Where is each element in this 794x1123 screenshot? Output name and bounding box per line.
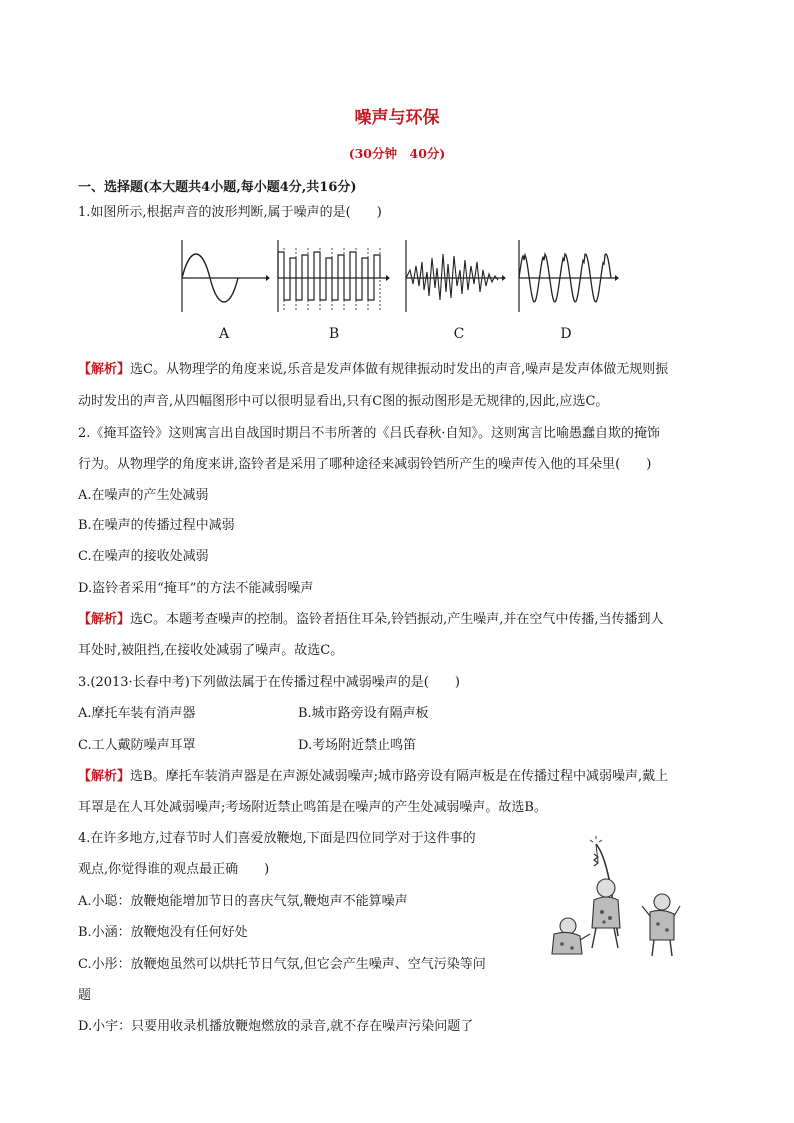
- waveform-a-figure: [178, 240, 270, 314]
- q1-analysis-line-2: 动时发出的声音,从四幅图形中可以很明显看出,只有C图的振动图形是无规律的,因此,应选C。: [78, 394, 609, 409]
- q1-stem: 1.如图所示,根据声音的波形判断,属于噪声的是( ): [78, 205, 382, 220]
- figure-label-c: C: [453, 326, 465, 342]
- q3-option-d: D.考场附近禁止鸣笛: [298, 738, 417, 753]
- q3-option-c: C.工人戴防噪声耳罩: [78, 738, 196, 753]
- q4-option-d: D.小宇：只要用收录机播放鞭炮燃放的录音,就不存在噪声污染问题了: [78, 1019, 474, 1034]
- q3-option-a: A.摩托车装有消声器: [78, 706, 196, 721]
- q4-stem-line-1: 4.在许多地方,过春节时人们喜爱放鞭炮,下面是四位同学对于这件事的: [78, 831, 476, 846]
- firecracker-children-illustration: [546, 836, 686, 966]
- q2-analysis-line-2: 耳处时,被阻挡,在接收处减弱了噪声。故选C。: [78, 643, 344, 658]
- waveform-c-figure: [402, 240, 506, 314]
- waveform-d-figure: [515, 240, 619, 314]
- q2-stem-line-1: 2.《掩耳盗铃》这则寓言出自战国时期吕不韦所著的《吕氏春秋·自知》。这则寓言比喻愚蠢自欺的掩饰: [78, 426, 661, 441]
- figure-label-a: A: [218, 326, 230, 342]
- section-heading: 一、选择题(本大题共4小题,每小题4分,共16分): [78, 180, 357, 195]
- q2-option-c: C.在噪声的接收处减弱: [78, 549, 209, 564]
- waveform-b-curve: [278, 252, 380, 300]
- q3-option-b: B.城市路旁设有隔声板: [298, 706, 429, 721]
- q2-analysis-line-1: 【解析】选C。本题考查噪声的控制。盗铃者捂住耳朵,铃铛振动,产生噪声,并在空气中传播,当传播到人: [78, 612, 664, 627]
- q2-option-b: B.在噪声的传播过程中减弱: [78, 518, 235, 533]
- page-subtitle: (30分钟 40分): [348, 146, 446, 161]
- figure-label-d: D: [560, 326, 572, 342]
- q3-analysis-line-1: 【解析】选B。摩托车装消声器是在声源处减弱噪声;城市路旁设有隔声板是在传播过程中减弱噪声,戴上: [78, 769, 669, 784]
- q4-stem-line-2: 观点,你觉得谁的观点最正确 ): [78, 862, 270, 877]
- waveform-b-figure: [274, 240, 390, 314]
- q4-option-b: B.小涵：放鞭炮没有任何好处: [78, 925, 248, 940]
- q4-option-c-cont: 题: [78, 988, 92, 1003]
- page-title: 噪声与环保: [354, 108, 440, 128]
- q3-stem: 3.(2013·长春中考)下列做法属于在传播过程中减弱噪声的是( ): [78, 675, 460, 690]
- q1-analysis-line-1: 【解析】选C。从物理学的角度来说,乐音是发声体做有规律振动时发出的声音,噪声是发声体做无规则振: [78, 362, 669, 377]
- q1-analysis-tag: 【解析】: [78, 362, 131, 377]
- figure-label-b: B: [328, 326, 340, 342]
- q3-analysis-tag: 【解析】: [78, 769, 131, 784]
- q2-stem-line-2: 行为。从物理学的角度来讲,盗铃者是采用了哪种途径来减弱铃铛所产生的噪声传入他的耳朵里( ): [78, 457, 652, 472]
- q3-analysis-line-2: 耳罩是在人耳处减弱噪声;考场附近禁止鸣笛是在噪声的产生处减弱噪声。故选B。: [78, 800, 547, 815]
- q4-option-a: A.小聪：放鞭炮能增加节日的喜庆气氛,鞭炮声不能算噪声: [78, 894, 408, 909]
- q2-analysis-tag: 【解析】: [78, 612, 131, 627]
- q2-option-a: A.在噪声的产生处减弱: [78, 488, 209, 503]
- waveform-c-curve: [406, 254, 498, 300]
- q2-option-d: D.盗铃者采用“掩耳”的方法不能减弱噪声: [78, 581, 314, 596]
- q4-option-c: C.小彤：放鞭炮虽然可以烘托节日气氛,但它会产生噪声、空气污染等问: [78, 957, 486, 972]
